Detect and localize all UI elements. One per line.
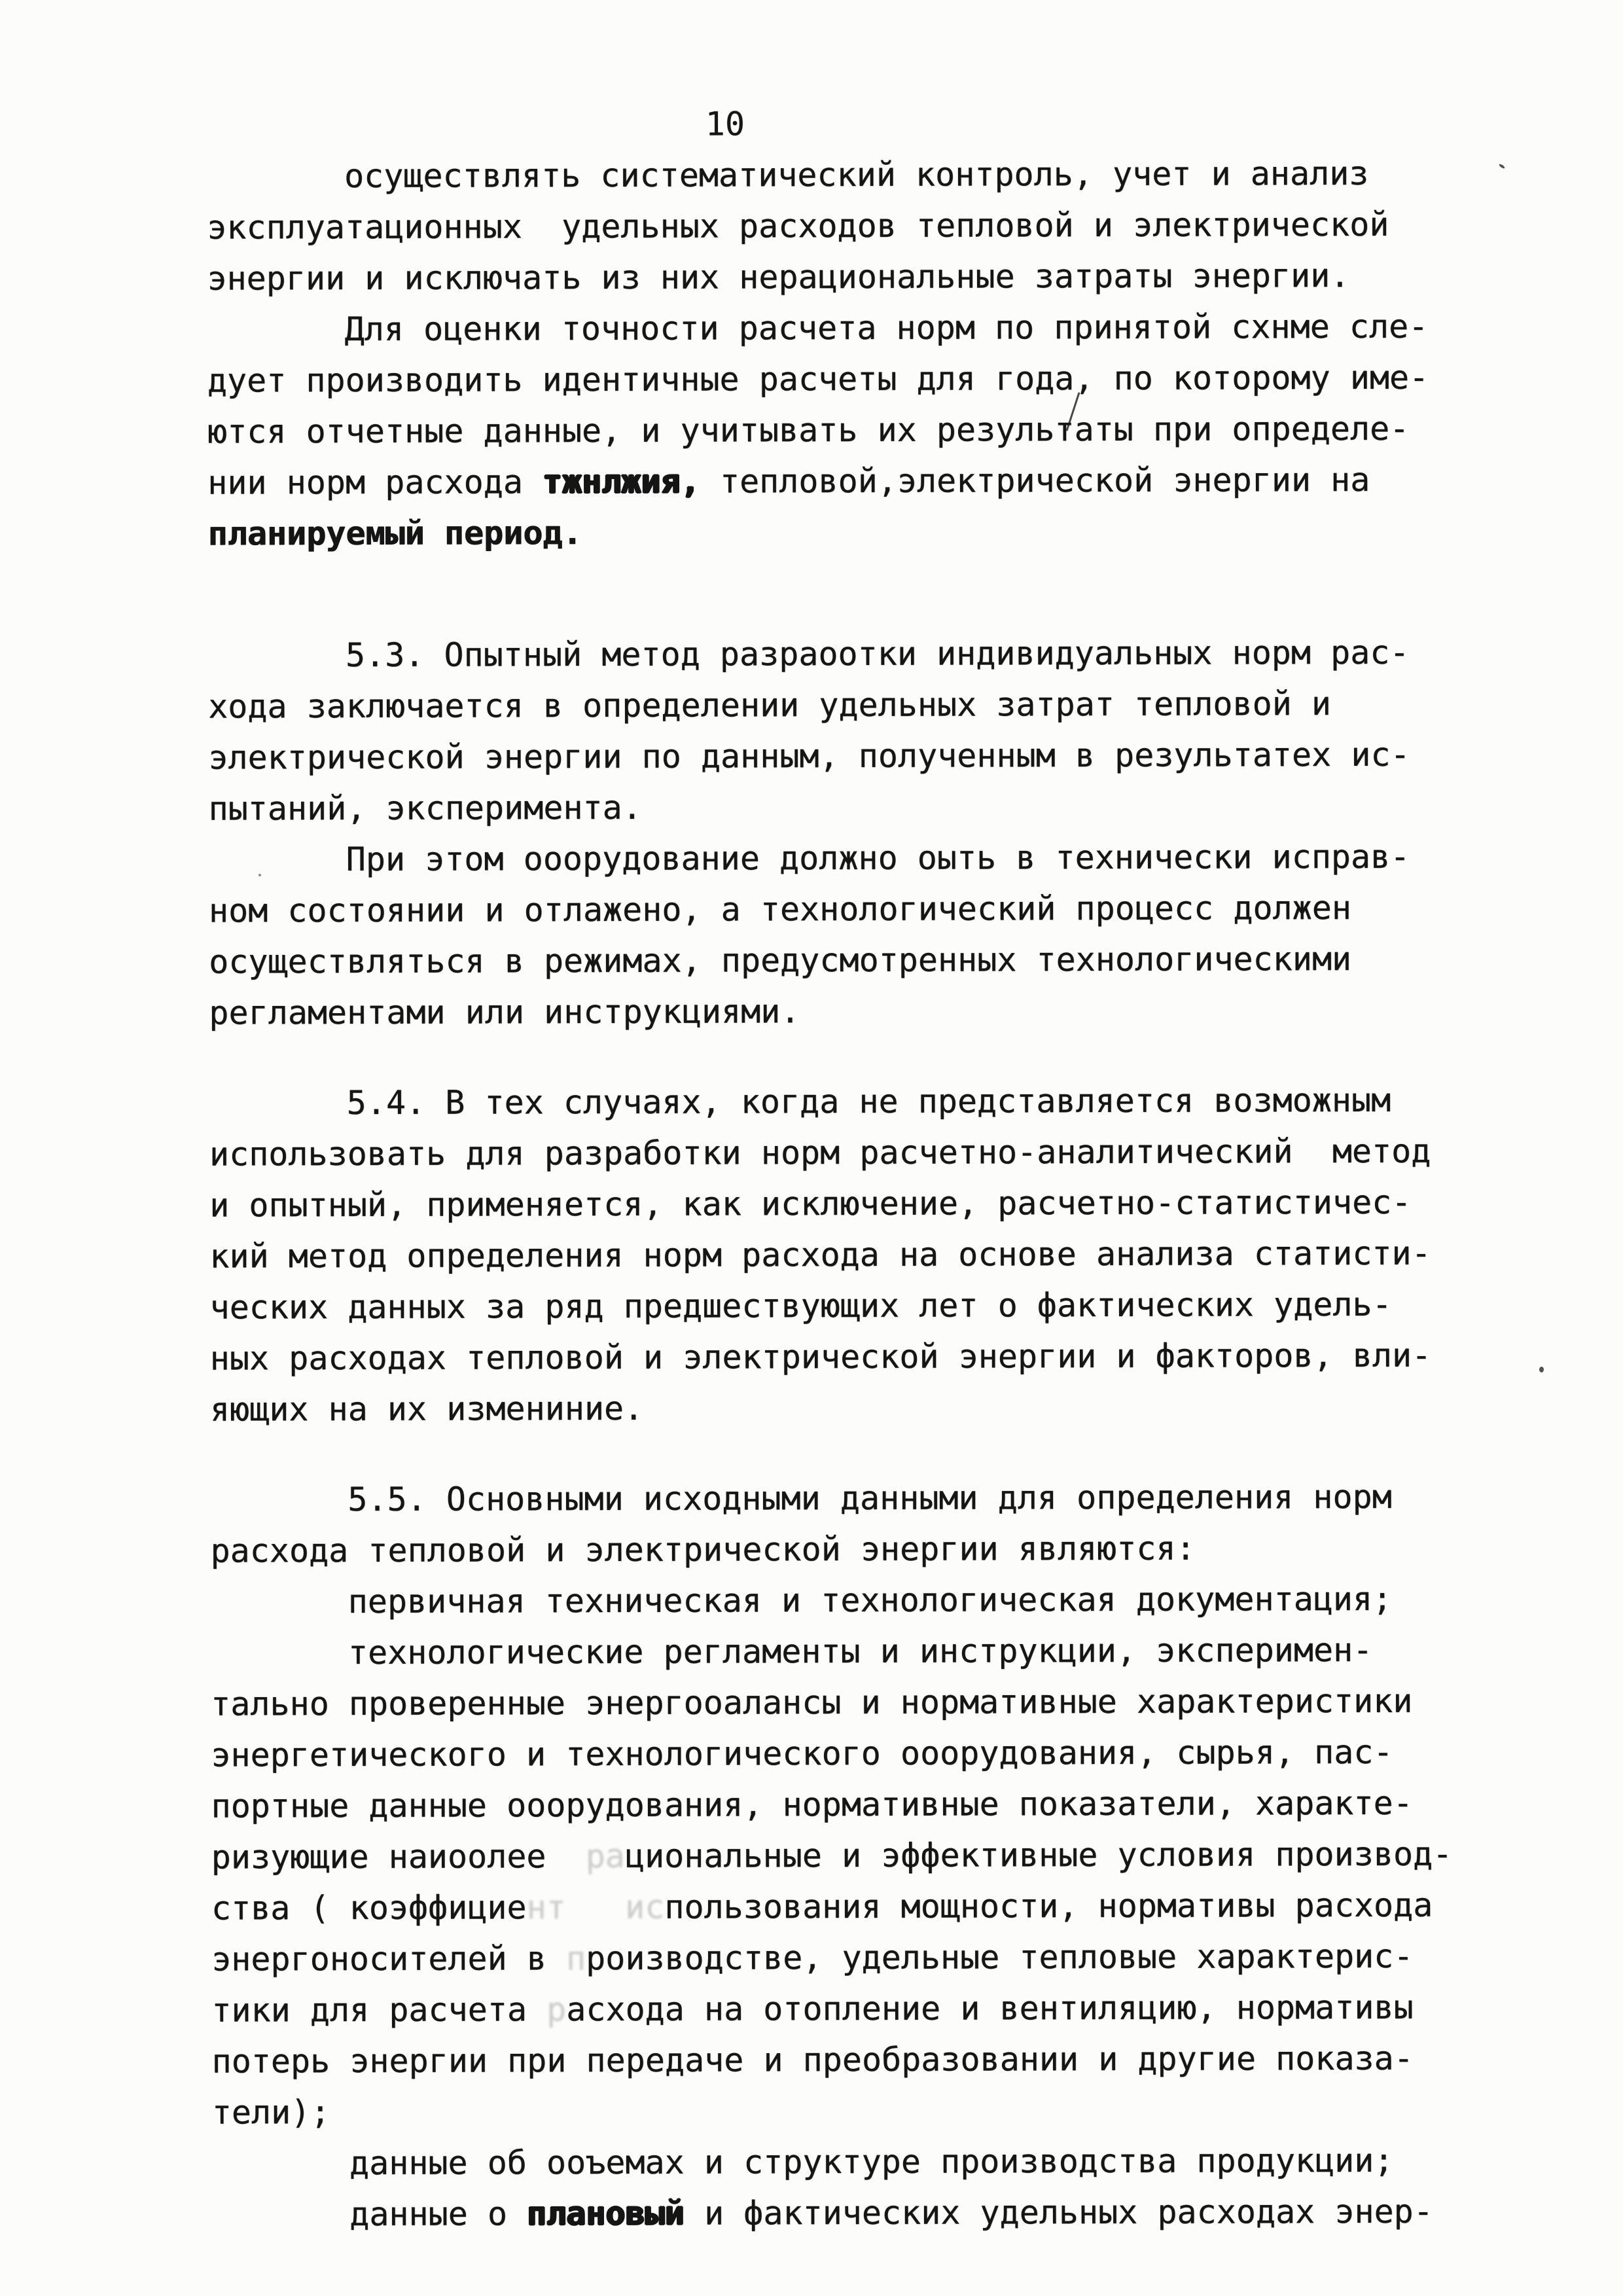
text-segment: хода заключается в определении удельных затрат тепловой и xyxy=(208,685,1332,726)
text-segment: осуществлять систематический контроль, учет и анализ xyxy=(344,154,1369,196)
text-segment: и опытный, применяется, как исключение, расчетно-статистичес- xyxy=(209,1183,1412,1225)
text-line xyxy=(208,677,1504,732)
section-5-4 xyxy=(209,1074,1506,1435)
text-segment: энергоносителей в xyxy=(211,1939,546,1979)
scan-artifact xyxy=(259,874,261,876)
faded-text: п xyxy=(546,1939,586,1978)
section-5-3 xyxy=(208,626,1505,1038)
page-content xyxy=(207,96,1508,2240)
text-segment: асхода на отопление и вентиляцию, нормативы xyxy=(566,1988,1414,2029)
text-segment: технологические регламенты и инструкции, эксперимен- xyxy=(348,1630,1373,1672)
text-line xyxy=(211,1675,1507,1729)
text-line xyxy=(207,147,1503,202)
page-number: 10 xyxy=(705,105,745,143)
text-segment: циональные и эффективные условия производ- xyxy=(624,1835,1453,1875)
text-line xyxy=(209,933,1505,987)
text-line xyxy=(209,882,1505,936)
text-line xyxy=(211,1624,1507,1678)
paragraph-continued xyxy=(207,147,1504,559)
text-line xyxy=(212,2134,1508,2189)
text-segment: данные об ооъемах и структуре производства продукции; xyxy=(349,2141,1394,2183)
text-line xyxy=(211,1726,1507,1780)
text-line xyxy=(207,249,1503,304)
text-line xyxy=(207,351,1503,406)
text-segment: 5.3. Опытный метод разраоотки индивидуальных норм рас- xyxy=(345,633,1410,675)
text-line xyxy=(211,1573,1507,1627)
overtyped-text: плановый xyxy=(527,2194,685,2233)
text-segment: первичная техническая и технологическая документация; xyxy=(348,1579,1393,1621)
text-segment: тики для расчета xyxy=(211,1990,547,2030)
section-5-5 xyxy=(210,1471,1508,2240)
text-line xyxy=(207,198,1503,253)
text-line xyxy=(209,1176,1505,1230)
text-segment: дует производить идентичные расчеты для года, по которому име- xyxy=(207,358,1429,400)
text-line xyxy=(208,780,1504,834)
text-line xyxy=(207,300,1503,355)
text-line xyxy=(211,1828,1507,1882)
text-segment: ном состоянии и отлажено, а технологический процесс должен xyxy=(208,889,1351,930)
text-segment: При этом ооорудование должно оыть в технически исправ- xyxy=(346,837,1410,879)
text-segment: тально проверенные энергооалансы и нормативные характеристики xyxy=(211,1681,1413,1723)
faded-text: ра xyxy=(546,1837,625,1876)
text-line xyxy=(211,1777,1507,1831)
text-segment: осуществляться в режимах, предусмотренных технологическими xyxy=(209,940,1352,981)
text-line xyxy=(210,1329,1506,1384)
scan-artifact xyxy=(1539,1367,1544,1372)
text-segment: пытаний, эксперимента. xyxy=(208,788,642,828)
overtyped-text: тжнлжия, xyxy=(542,462,700,501)
text-segment: регламентами или инструкциями. xyxy=(209,992,800,1032)
text-line xyxy=(207,403,1503,457)
text-segment: планируемый период. xyxy=(207,514,582,553)
text-segment: данные о xyxy=(349,2195,527,2234)
text-line xyxy=(209,984,1505,1038)
text-segment: электрической энергии по данным, полученным в результатех ис- xyxy=(208,735,1410,777)
text-line xyxy=(208,728,1504,783)
text-segment: 5.5. Основными исходными данными для определения норм xyxy=(348,1477,1392,1519)
text-line xyxy=(209,831,1505,885)
text-segment: портные данные ооорудования, нормативные показатели, характе- xyxy=(211,1784,1413,1825)
text-line xyxy=(207,454,1503,508)
text-line xyxy=(207,505,1503,559)
text-segment: и фактических удельных расходах энер- xyxy=(684,2192,1433,2233)
text-segment: потерь энергии при передаче и преобразовании и другие показа- xyxy=(211,2039,1414,2081)
text-segment: тели); xyxy=(211,2093,330,2132)
text-line xyxy=(211,1879,1507,1933)
text-segment: энергии и исключать из них нерациональные затраты энергии. xyxy=(207,257,1350,298)
text-segment: нии норм расхода xyxy=(207,463,543,502)
text-line xyxy=(209,1278,1505,1333)
text-segment: роизводстве, удельные тепловые характерис- xyxy=(586,1937,1414,1978)
text-line xyxy=(211,1981,1507,2036)
text-line xyxy=(208,626,1504,681)
text-segment: кий метод определения норм расхода на основе анализа статисти- xyxy=(209,1234,1431,1276)
text-segment: Для оценки точности расчета норм по принятой схнме сле- xyxy=(344,307,1429,349)
text-segment: ются отчетные данные, и учитывать их результаты при определе- xyxy=(207,409,1410,451)
text-segment: эксплуатационных удельных расходов тепловой и электрической xyxy=(207,205,1389,247)
faded-text: р xyxy=(546,1990,567,2029)
text-line xyxy=(209,1227,1505,1282)
text-segment: использовать для разработки норм расчетно-аналитический метод xyxy=(209,1132,1431,1174)
text-segment: расхода тепловой и электрической энергии являются: xyxy=(210,1529,1196,1570)
text-segment: ных расходах тепловой и электрической энергии и факторов, вли- xyxy=(209,1336,1432,1378)
text-line xyxy=(212,2083,1508,2138)
text-line xyxy=(212,2185,1508,2240)
text-segment: ства ( коэффицие xyxy=(211,1888,527,1928)
document-body xyxy=(207,147,1508,2240)
text-line xyxy=(210,1471,1506,1525)
faded-text: нт ис xyxy=(526,1888,665,1927)
text-segment: пользования мощности, нормативы расхода xyxy=(664,1886,1433,1926)
text-segment: яющих на их измениние. xyxy=(209,1389,644,1429)
text-line xyxy=(210,1522,1506,1576)
text-segment: ческих данных за ряд предшествующих лет о фактических удель- xyxy=(209,1285,1392,1327)
text-segment: ризующие наиоолее xyxy=(211,1837,546,1876)
text-line xyxy=(210,1380,1506,1435)
text-line xyxy=(211,1930,1507,1984)
text-segment: 5.4. В тех случаях, когда не представляется возможным xyxy=(346,1081,1391,1122)
text-segment: тепловой,электрической энергии на xyxy=(700,460,1370,501)
text-line xyxy=(211,2032,1507,2087)
text-segment: энергетического и технологического ооорудования, сырья, пас- xyxy=(211,1732,1393,1774)
text-line xyxy=(209,1074,1505,1128)
text-line xyxy=(209,1125,1505,1179)
